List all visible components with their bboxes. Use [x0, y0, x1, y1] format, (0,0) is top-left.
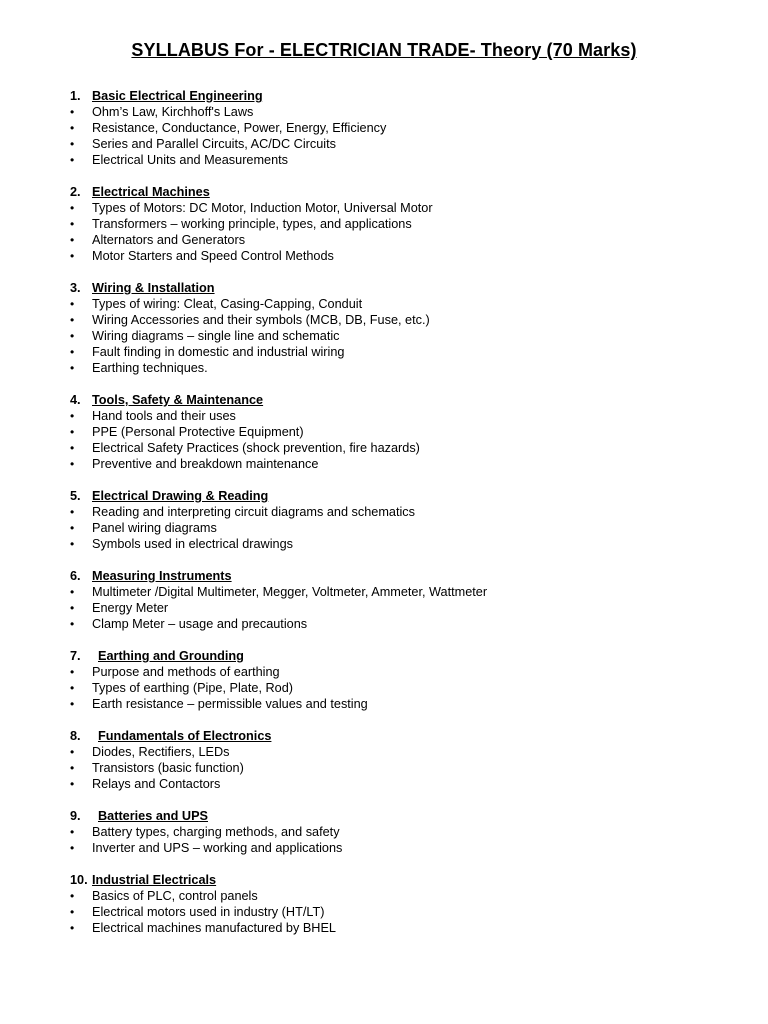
bullet-icon: • [70, 921, 75, 935]
section-heading-label: Earthing and Grounding [98, 649, 244, 663]
bullet-item [70, 152, 728, 168]
bullet-text: Relays and Contactors [92, 777, 221, 791]
section-number: 4. [70, 393, 81, 407]
bullet-icon: • [70, 345, 75, 359]
bullet-icon: • [70, 745, 75, 759]
bullet-item [70, 680, 728, 696]
bullet-icon: • [70, 441, 75, 455]
section [70, 568, 728, 632]
bullet-text: Diodes, Rectifiers, LEDs [92, 745, 230, 759]
bullet-item [70, 744, 728, 760]
bullet-text: Wiring diagrams – single line and schematic [92, 329, 340, 343]
section [70, 488, 728, 552]
bullet-text: Preventive and breakdown maintenance [92, 457, 319, 471]
bullet-text: Energy Meter [92, 601, 169, 615]
bullet-text: Clamp Meter – usage and precautions [92, 617, 308, 631]
bullet-icon: • [70, 121, 75, 135]
bullet-icon: • [70, 905, 75, 919]
bullet-icon: • [70, 313, 75, 327]
title-row [0, 0, 768, 62]
bullet-text: Electrical motors used in industry (HT/LT) [92, 905, 325, 919]
section-heading-label: Measuring Instruments [92, 569, 232, 583]
bullet-text: Earth resistance – permissible values and testing [92, 697, 368, 711]
section-number: 9. [70, 809, 81, 823]
bullet-text: Electrical machines manufactured by BHEL [92, 921, 336, 935]
section-heading [70, 872, 728, 888]
bullet-text: Reading and interpreting circuit diagrams and schematics [92, 505, 415, 519]
bullet-item [70, 328, 728, 344]
bullet-icon: • [70, 825, 75, 839]
section-heading [70, 568, 728, 584]
bullet-icon: • [70, 297, 75, 311]
bullet-item [70, 120, 728, 136]
bullet-item [70, 904, 728, 920]
bullet-text: Transistors (basic function) [92, 761, 244, 775]
bullet-item [70, 296, 728, 312]
bullet-icon: • [70, 585, 75, 599]
bullet-item [70, 232, 728, 248]
bullet-text: Types of earthing (Pipe, Plate, Rod) [92, 681, 293, 695]
section-heading [70, 184, 728, 200]
section-number: 7. [70, 649, 81, 663]
bullet-icon: • [70, 889, 75, 903]
bullet-item [70, 536, 728, 552]
section-heading-label: Electrical Drawing & Reading [92, 489, 269, 503]
bullet-item [70, 616, 728, 632]
bullet-icon: • [70, 537, 75, 551]
section-heading [70, 280, 728, 296]
bullet-text: Hand tools and their uses [92, 409, 236, 423]
bullet-text: Wiring Accessories and their symbols (MCB, DB, Fuse, etc.) [92, 313, 430, 327]
bullet-item [70, 408, 728, 424]
section-heading-label: Fundamentals of Electronics [98, 729, 272, 743]
bullet-icon: • [70, 601, 75, 615]
bullet-item [70, 600, 728, 616]
bullet-text: Basics of PLC, control panels [92, 889, 258, 903]
section-number: 2. [70, 185, 81, 199]
bullet-icon: • [70, 409, 75, 423]
bullet-text: Earthing techniques. [92, 361, 208, 375]
section-heading-label: Industrial Electricals [92, 873, 217, 887]
bullet-item [70, 920, 728, 936]
section [70, 808, 728, 856]
section-heading-label: Batteries and UPS [98, 809, 208, 823]
bullet-icon: • [70, 697, 75, 711]
section-heading [70, 392, 728, 408]
bullet-text: PPE (Personal Protective Equipment) [92, 425, 304, 439]
bullet-text: Motor Starters and Speed Control Methods [92, 249, 334, 263]
bullet-item [70, 840, 728, 856]
bullet-item [70, 104, 728, 120]
bullet-item [70, 824, 728, 840]
bullet-icon: • [70, 137, 75, 151]
section [70, 88, 728, 168]
section-number: 5. [70, 489, 81, 503]
bullet-icon: • [70, 217, 75, 231]
section-heading-label: Wiring & Installation [92, 281, 215, 295]
section-number: 1. [70, 89, 81, 103]
bullet-icon: • [70, 233, 75, 247]
bullet-item [70, 344, 728, 360]
bullet-icon: • [70, 201, 75, 215]
bullet-text: Alternators and Generators [92, 233, 246, 247]
bullet-item [70, 360, 728, 376]
bullet-text: Ohm’s Law, Kirchhoff's Laws [92, 105, 254, 119]
section [70, 280, 728, 376]
bullet-text: Multimeter /Digital Multimeter, Megger, Voltmeter, Ammeter, Wattmeter [92, 585, 488, 599]
bullet-item [70, 136, 728, 152]
bullet-item [70, 504, 728, 520]
bullet-icon: • [70, 425, 75, 439]
section [70, 392, 728, 472]
bullet-icon: • [70, 521, 75, 535]
section-heading [70, 488, 728, 504]
section-number: 10. [70, 873, 88, 887]
syllabus-sections [70, 88, 728, 936]
section-heading-label: Electrical Machines [92, 185, 210, 199]
section-number: 8. [70, 729, 81, 743]
section-number: 6. [70, 569, 81, 583]
bullet-item [70, 520, 728, 536]
bullet-item [70, 584, 728, 600]
bullet-item [70, 664, 728, 680]
bullet-icon: • [70, 617, 75, 631]
section-heading [70, 648, 728, 664]
bullet-text: Symbols used in electrical drawings [92, 537, 293, 551]
bullet-icon: • [70, 457, 75, 471]
bullet-item [70, 696, 728, 712]
bullet-icon: • [70, 665, 75, 679]
section [70, 872, 728, 936]
bullet-text: Battery types, charging methods, and safety [92, 825, 340, 839]
bullet-text: Types of wiring: Cleat, Casing-Capping, Conduit [92, 297, 363, 311]
section-number: 3. [70, 281, 81, 295]
section-heading [70, 88, 728, 104]
section-heading-label: Tools, Safety & Maintenance [92, 393, 264, 407]
bullet-item [70, 440, 728, 456]
bullet-item [70, 312, 728, 328]
bullet-icon: • [70, 841, 75, 855]
section-heading-label: Basic Electrical Engineering [92, 89, 263, 103]
bullet-item [70, 776, 728, 792]
bullet-item [70, 248, 728, 264]
bullet-text: Panel wiring diagrams [92, 521, 217, 535]
section [70, 728, 728, 792]
bullet-icon: • [70, 505, 75, 519]
bullet-text: Inverter and UPS – working and applications [92, 841, 343, 855]
doc-title: SYLLABUS For - ELECTRICIAN TRADE- Theory (70 Marks) [131, 40, 637, 60]
bullet-text: Electrical Units and Measurements [92, 153, 289, 167]
section [70, 184, 728, 264]
bullet-item [70, 760, 728, 776]
bullet-text: Types of Motors: DC Motor, Induction Motor, Universal Motor [92, 201, 433, 215]
bullet-icon: • [70, 105, 75, 119]
bullet-text: Series and Parallel Circuits, AC/DC Circuits [92, 137, 336, 151]
bullet-icon: • [70, 249, 75, 263]
bullet-icon: • [70, 361, 75, 375]
bullet-text: Fault finding in domestic and industrial wiring [92, 345, 345, 359]
bullet-icon: • [70, 329, 75, 343]
bullet-text: Resistance, Conductance, Power, Energy, Efficiency [92, 121, 387, 135]
bullet-icon: • [70, 681, 75, 695]
section-heading [70, 728, 728, 744]
bullet-item [70, 888, 728, 904]
bullet-text: Electrical Safety Practices (shock prevention, fire hazards) [92, 441, 420, 455]
section-heading [70, 808, 728, 824]
bullet-item [70, 200, 728, 216]
bullet-icon: • [70, 153, 75, 167]
bullet-icon: • [70, 777, 75, 791]
bullet-icon: • [70, 761, 75, 775]
section [70, 648, 728, 712]
bullet-item [70, 424, 728, 440]
bullet-text: Purpose and methods of earthing [92, 665, 280, 679]
bullet-item [70, 216, 728, 232]
bullet-text: Transformers – working principle, types, and applications [92, 217, 412, 231]
bullet-item [70, 456, 728, 472]
